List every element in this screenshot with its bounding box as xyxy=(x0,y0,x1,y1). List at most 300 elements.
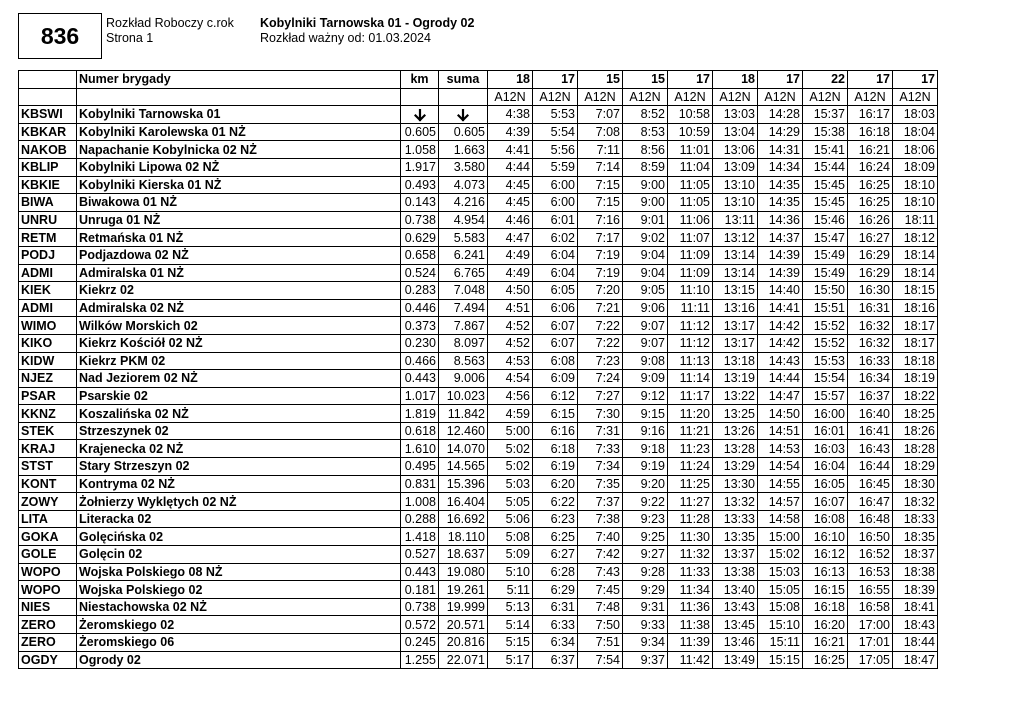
corner-cell xyxy=(19,71,77,89)
departure-time: 9:33 xyxy=(623,616,668,634)
departure-time: 13:14 xyxy=(713,264,758,282)
stop-name: Krajenecka 02 NŻ xyxy=(77,440,401,458)
stop-sum: 7.494 xyxy=(439,299,488,317)
stop-name: Kobylniki Kierska 01 NŻ xyxy=(77,176,401,194)
departure-time: 15:11 xyxy=(758,634,803,652)
stop-code: UNRU xyxy=(19,211,77,229)
departure-time: 11:21 xyxy=(668,422,713,440)
departure-time: 11:39 xyxy=(668,634,713,652)
departure-time: 16:05 xyxy=(803,475,848,493)
departure-time: 9:29 xyxy=(623,581,668,599)
stop-sum: 16.404 xyxy=(439,493,488,511)
departure-time: 15:37 xyxy=(803,106,848,124)
stop-code: KKNZ xyxy=(19,405,77,423)
stop-sum: 20.571 xyxy=(439,616,488,634)
departure-time: 5:13 xyxy=(488,598,533,616)
departure-time: 6:07 xyxy=(533,317,578,335)
stop-name: Golęcin 02 xyxy=(77,546,401,564)
departure-time: 4:49 xyxy=(488,246,533,264)
departure-time: 14:55 xyxy=(758,475,803,493)
departure-time: 9:04 xyxy=(623,264,668,282)
departure-time: 9:04 xyxy=(623,246,668,264)
stop-code: NJEZ xyxy=(19,370,77,388)
course-type: A12N xyxy=(893,88,938,106)
departure-time: 4:41 xyxy=(488,141,533,159)
stop-km: 0.245 xyxy=(401,634,439,652)
departure-time: 13:30 xyxy=(713,475,758,493)
brigade-number: 18 xyxy=(488,71,533,89)
stop-sum: 9.006 xyxy=(439,370,488,388)
stop-code: BIWA xyxy=(19,194,77,212)
departure-time: 14:28 xyxy=(758,106,803,124)
departure-time: 16:50 xyxy=(848,528,893,546)
departure-time: 7:21 xyxy=(578,299,623,317)
stop-sum: 12.460 xyxy=(439,422,488,440)
departure-time: 4:46 xyxy=(488,211,533,229)
stop-name: Kobylniki Karolewska 01 NŻ xyxy=(77,123,401,141)
stop-code: ADMI xyxy=(19,264,77,282)
departure-time: 7:20 xyxy=(578,282,623,300)
departure-time: 6:05 xyxy=(533,282,578,300)
departure-time: 15:52 xyxy=(803,334,848,352)
stop-name: Admiralska 02 NŻ xyxy=(77,299,401,317)
departure-time: 6:25 xyxy=(533,528,578,546)
brigade-number: 18 xyxy=(713,71,758,89)
departure-time: 7:38 xyxy=(578,510,623,528)
table-row xyxy=(19,141,938,159)
departure-time: 15:44 xyxy=(803,158,848,176)
brigade-number: 17 xyxy=(848,71,893,89)
departure-time: 9:28 xyxy=(623,563,668,581)
departure-time: 16:18 xyxy=(848,123,893,141)
empty-cell xyxy=(19,88,77,106)
departure-time: 16:34 xyxy=(848,370,893,388)
departure-time: 8:53 xyxy=(623,123,668,141)
departure-time: 13:40 xyxy=(713,581,758,599)
stop-name: Niestachowska 02 NŻ xyxy=(77,598,401,616)
departure-time: 9:07 xyxy=(623,317,668,335)
stop-code: WIMO xyxy=(19,317,77,335)
departure-time: 11:28 xyxy=(668,510,713,528)
departure-time: 18:35 xyxy=(893,528,938,546)
departure-time: 4:45 xyxy=(488,176,533,194)
stop-km: 0.527 xyxy=(401,546,439,564)
stop-km: 0.446 xyxy=(401,299,439,317)
departure-time: 7:11 xyxy=(578,141,623,159)
departure-time: 14:40 xyxy=(758,282,803,300)
departure-time: 13:26 xyxy=(713,422,758,440)
departure-time: 18:06 xyxy=(893,141,938,159)
departure-time: 9:00 xyxy=(623,194,668,212)
departure-time: 14:53 xyxy=(758,440,803,458)
stop-name: Kiekrz PKM 02 xyxy=(77,352,401,370)
departure-time: 7:15 xyxy=(578,194,623,212)
departure-time: 16:01 xyxy=(803,422,848,440)
departure-time: 11:04 xyxy=(668,158,713,176)
departure-time: 6:07 xyxy=(533,334,578,352)
table-row xyxy=(19,581,938,599)
departure-time: 6:09 xyxy=(533,370,578,388)
stop-sum: 15.396 xyxy=(439,475,488,493)
stop-name: Retmańska 01 NŻ xyxy=(77,229,401,247)
stop-km: 0.738 xyxy=(401,598,439,616)
brigade-number: 17 xyxy=(893,71,938,89)
line-number-box xyxy=(18,13,102,59)
departure-time: 11:27 xyxy=(668,493,713,511)
header-row-course-types xyxy=(19,88,938,106)
course-type: A12N xyxy=(488,88,533,106)
departure-time: 6:27 xyxy=(533,546,578,564)
departure-time: 16:27 xyxy=(848,229,893,247)
stop-km: 0.181 xyxy=(401,581,439,599)
stop-code: ZOWY xyxy=(19,493,77,511)
stop-km: 1.058 xyxy=(401,141,439,159)
departure-time: 11:38 xyxy=(668,616,713,634)
departure-time: 9:19 xyxy=(623,458,668,476)
stop-name: Nad Jeziorem 02 NŻ xyxy=(77,370,401,388)
departure-time: 13:14 xyxy=(713,246,758,264)
stop-code: NIES xyxy=(19,598,77,616)
km-arrow-cell xyxy=(401,106,439,124)
departure-time: 13:12 xyxy=(713,229,758,247)
departure-time: 7:50 xyxy=(578,616,623,634)
departure-time: 16:32 xyxy=(848,334,893,352)
departure-time: 6:06 xyxy=(533,299,578,317)
departure-time: 15:50 xyxy=(803,282,848,300)
departure-time: 4:45 xyxy=(488,194,533,212)
departure-time: 13:49 xyxy=(713,651,758,669)
departure-time: 16:15 xyxy=(803,581,848,599)
table-row xyxy=(19,405,938,423)
departure-time: 15:53 xyxy=(803,352,848,370)
line-number: 836 xyxy=(40,22,80,49)
stop-code: ADMI xyxy=(19,299,77,317)
stop-name: Żołnierzy Wyklętych 02 NŻ xyxy=(77,493,401,511)
departure-time: 7:07 xyxy=(578,106,623,124)
departure-time: 5:08 xyxy=(488,528,533,546)
stop-sum: 3.580 xyxy=(439,158,488,176)
departure-time: 6:15 xyxy=(533,405,578,423)
departure-time: 16:43 xyxy=(848,440,893,458)
departure-time: 5:54 xyxy=(533,123,578,141)
departure-time: 7:31 xyxy=(578,422,623,440)
departure-time: 15:51 xyxy=(803,299,848,317)
departure-time: 18:32 xyxy=(893,493,938,511)
departure-time: 7:22 xyxy=(578,334,623,352)
stop-sum: 6.241 xyxy=(439,246,488,264)
departure-time: 14:44 xyxy=(758,370,803,388)
stop-km: 0.495 xyxy=(401,458,439,476)
departure-time: 4:49 xyxy=(488,264,533,282)
departure-time: 13:11 xyxy=(713,211,758,229)
departure-time: 13:19 xyxy=(713,370,758,388)
departure-time: 14:35 xyxy=(758,176,803,194)
stop-sum: 20.816 xyxy=(439,634,488,652)
departure-time: 15:10 xyxy=(758,616,803,634)
departure-time: 6:23 xyxy=(533,510,578,528)
course-type: A12N xyxy=(578,88,623,106)
stop-code: KBKIE xyxy=(19,176,77,194)
table-row xyxy=(19,493,938,511)
stop-code: WOPO xyxy=(19,563,77,581)
table-row xyxy=(19,598,938,616)
stop-code: KIKO xyxy=(19,334,77,352)
stop-code: PSAR xyxy=(19,387,77,405)
departure-time: 9:00 xyxy=(623,176,668,194)
stop-code: STEK xyxy=(19,422,77,440)
departure-time: 9:08 xyxy=(623,352,668,370)
departure-time: 9:15 xyxy=(623,405,668,423)
table-row xyxy=(19,563,938,581)
departure-time: 9:12 xyxy=(623,387,668,405)
departure-time: 5:06 xyxy=(488,510,533,528)
departure-time: 5:02 xyxy=(488,440,533,458)
departure-time: 7:22 xyxy=(578,317,623,335)
departure-time: 13:18 xyxy=(713,352,758,370)
departure-time: 18:22 xyxy=(893,387,938,405)
departure-time: 6:02 xyxy=(533,229,578,247)
departure-time: 13:04 xyxy=(713,123,758,141)
departure-time: 16:31 xyxy=(848,299,893,317)
stop-km: 1.610 xyxy=(401,440,439,458)
departure-time: 15:38 xyxy=(803,123,848,141)
stop-name: Unruga 01 NŻ xyxy=(77,211,401,229)
course-type: A12N xyxy=(848,88,893,106)
departure-time: 16:52 xyxy=(848,546,893,564)
departure-time: 13:35 xyxy=(713,528,758,546)
departure-time: 16:12 xyxy=(803,546,848,564)
departure-time: 18:14 xyxy=(893,246,938,264)
departure-time: 16:03 xyxy=(803,440,848,458)
stop-sum: 6.765 xyxy=(439,264,488,282)
stop-sum: 22.071 xyxy=(439,651,488,669)
departure-time: 6:16 xyxy=(533,422,578,440)
departure-time: 18:17 xyxy=(893,334,938,352)
departure-time: 7:33 xyxy=(578,440,623,458)
departure-time: 15:02 xyxy=(758,546,803,564)
table-row xyxy=(19,176,938,194)
departure-time: 9:27 xyxy=(623,546,668,564)
departure-time: 7:37 xyxy=(578,493,623,511)
departure-time: 9:06 xyxy=(623,299,668,317)
stop-code: KBSWI xyxy=(19,106,77,124)
stop-code: STST xyxy=(19,458,77,476)
brigade-number: 17 xyxy=(668,71,713,89)
departure-time: 15:57 xyxy=(803,387,848,405)
departure-time: 13:28 xyxy=(713,440,758,458)
departure-time: 4:50 xyxy=(488,282,533,300)
departure-time: 8:56 xyxy=(623,141,668,159)
departure-time: 16:24 xyxy=(848,158,893,176)
stop-sum: 5.583 xyxy=(439,229,488,247)
stop-code: KRAJ xyxy=(19,440,77,458)
stop-code: PODJ xyxy=(19,246,77,264)
departure-time: 4:39 xyxy=(488,123,533,141)
departure-time: 7:54 xyxy=(578,651,623,669)
departure-time: 6:31 xyxy=(533,598,578,616)
departure-time: 16:13 xyxy=(803,563,848,581)
departure-time: 14:41 xyxy=(758,299,803,317)
departure-time: 11:36 xyxy=(668,598,713,616)
departure-time: 4:52 xyxy=(488,317,533,335)
course-type: A12N xyxy=(533,88,578,106)
departure-time: 11:05 xyxy=(668,194,713,212)
stop-km: 0.143 xyxy=(401,194,439,212)
departure-time: 16:21 xyxy=(848,141,893,159)
departure-time: 15:54 xyxy=(803,370,848,388)
departure-time: 18:04 xyxy=(893,123,938,141)
departure-time: 7:48 xyxy=(578,598,623,616)
departure-time: 7:15 xyxy=(578,176,623,194)
departure-time: 6:28 xyxy=(533,563,578,581)
stop-code: NAKOB xyxy=(19,141,77,159)
stop-code: KBLIP xyxy=(19,158,77,176)
departure-time: 11:12 xyxy=(668,317,713,335)
table-row xyxy=(19,334,938,352)
table-row xyxy=(19,352,938,370)
departure-time: 7:19 xyxy=(578,246,623,264)
departure-time: 4:47 xyxy=(488,229,533,247)
departure-time: 5:11 xyxy=(488,581,533,599)
table-row xyxy=(19,387,938,405)
stop-km: 1.917 xyxy=(401,158,439,176)
departure-time: 6:19 xyxy=(533,458,578,476)
departure-time: 18:19 xyxy=(893,370,938,388)
departure-time: 5:05 xyxy=(488,493,533,511)
departure-time: 15:03 xyxy=(758,563,803,581)
table-row xyxy=(19,211,938,229)
stop-km: 0.605 xyxy=(401,123,439,141)
departure-time: 15:45 xyxy=(803,176,848,194)
arrow-down-icon xyxy=(457,109,469,122)
departure-time: 14:43 xyxy=(758,352,803,370)
departure-time: 16:48 xyxy=(848,510,893,528)
departure-time: 4:56 xyxy=(488,387,533,405)
departure-time: 15:45 xyxy=(803,194,848,212)
departure-time: 16:00 xyxy=(803,405,848,423)
stop-name: Biwakowa 01 NŻ xyxy=(77,194,401,212)
departure-time: 5:03 xyxy=(488,475,533,493)
departure-time: 16:04 xyxy=(803,458,848,476)
brigade-number: 22 xyxy=(803,71,848,89)
departure-time: 16:33 xyxy=(848,352,893,370)
departure-time: 16:37 xyxy=(848,387,893,405)
departure-time: 14:57 xyxy=(758,493,803,511)
stop-name: Kontryma 02 NŻ xyxy=(77,475,401,493)
stop-name: Ogrody 02 xyxy=(77,651,401,669)
departure-time: 5:02 xyxy=(488,458,533,476)
departure-time: 5:15 xyxy=(488,634,533,652)
departure-time: 16:32 xyxy=(848,317,893,335)
departure-time: 7:16 xyxy=(578,211,623,229)
departure-time: 16:40 xyxy=(848,405,893,423)
departure-time: 16:53 xyxy=(848,563,893,581)
stop-name: Koszalińska 02 NŻ xyxy=(77,405,401,423)
departure-time: 15:00 xyxy=(758,528,803,546)
departure-time: 13:25 xyxy=(713,405,758,423)
brigade-number: 15 xyxy=(578,71,623,89)
table-row xyxy=(19,510,938,528)
departure-time: 11:10 xyxy=(668,282,713,300)
departure-time: 14:39 xyxy=(758,264,803,282)
departure-time: 13:10 xyxy=(713,194,758,212)
departure-time: 18:28 xyxy=(893,440,938,458)
stop-km: 0.443 xyxy=(401,563,439,581)
table-row xyxy=(19,458,938,476)
departure-time: 11:24 xyxy=(668,458,713,476)
departure-time: 13:22 xyxy=(713,387,758,405)
departure-time: 18:30 xyxy=(893,475,938,493)
table-row xyxy=(19,264,938,282)
departure-time: 4:44 xyxy=(488,158,533,176)
departure-time: 6:18 xyxy=(533,440,578,458)
table-row xyxy=(19,317,938,335)
departure-time: 11:09 xyxy=(668,264,713,282)
departure-time: 13:46 xyxy=(713,634,758,652)
departure-time: 6:29 xyxy=(533,581,578,599)
departure-time: 11:12 xyxy=(668,334,713,352)
departure-time: 5:59 xyxy=(533,158,578,176)
stop-code: OGDY xyxy=(19,651,77,669)
table-row xyxy=(19,282,938,300)
stop-name: Wojska Polskiego 08 NŻ xyxy=(77,563,401,581)
departure-time: 11:06 xyxy=(668,211,713,229)
departure-time: 16:17 xyxy=(848,106,893,124)
departure-time: 16:30 xyxy=(848,282,893,300)
departure-time: 11:01 xyxy=(668,141,713,159)
departure-time: 7:24 xyxy=(578,370,623,388)
valid-from: Rozkład ważny od: 01.03.2024 xyxy=(260,31,431,45)
departure-time: 18:44 xyxy=(893,634,938,652)
departure-time: 7:51 xyxy=(578,634,623,652)
departure-time: 13:16 xyxy=(713,299,758,317)
departure-time: 17:05 xyxy=(848,651,893,669)
departure-time: 18:18 xyxy=(893,352,938,370)
departure-time: 6:37 xyxy=(533,651,578,669)
departure-time: 14:50 xyxy=(758,405,803,423)
departure-time: 16:25 xyxy=(803,651,848,669)
stop-km: 0.493 xyxy=(401,176,439,194)
departure-time: 13:38 xyxy=(713,563,758,581)
stop-code: ZERO xyxy=(19,634,77,652)
departure-time: 16:44 xyxy=(848,458,893,476)
departure-time: 16:47 xyxy=(848,493,893,511)
table-row xyxy=(19,440,938,458)
departure-time: 7:14 xyxy=(578,158,623,176)
stop-sum: 10.023 xyxy=(439,387,488,405)
course-type: A12N xyxy=(713,88,758,106)
departure-time: 7:23 xyxy=(578,352,623,370)
stop-name: Golęcińska 02 xyxy=(77,528,401,546)
departure-time: 6:20 xyxy=(533,475,578,493)
stop-km: 0.629 xyxy=(401,229,439,247)
header-right xyxy=(260,16,474,46)
departure-time: 15:47 xyxy=(803,229,848,247)
stop-sum: 14.565 xyxy=(439,458,488,476)
departure-time: 11:25 xyxy=(668,475,713,493)
departure-time: 17:01 xyxy=(848,634,893,652)
departure-time: 16:55 xyxy=(848,581,893,599)
departure-time: 16:26 xyxy=(848,211,893,229)
departure-time: 18:38 xyxy=(893,563,938,581)
departure-time: 13:17 xyxy=(713,334,758,352)
course-type: A12N xyxy=(758,88,803,106)
departure-time: 9:02 xyxy=(623,229,668,247)
departure-time: 11:07 xyxy=(668,229,713,247)
departure-time: 15:41 xyxy=(803,141,848,159)
departure-time: 14:35 xyxy=(758,194,803,212)
departure-time: 11:20 xyxy=(668,405,713,423)
